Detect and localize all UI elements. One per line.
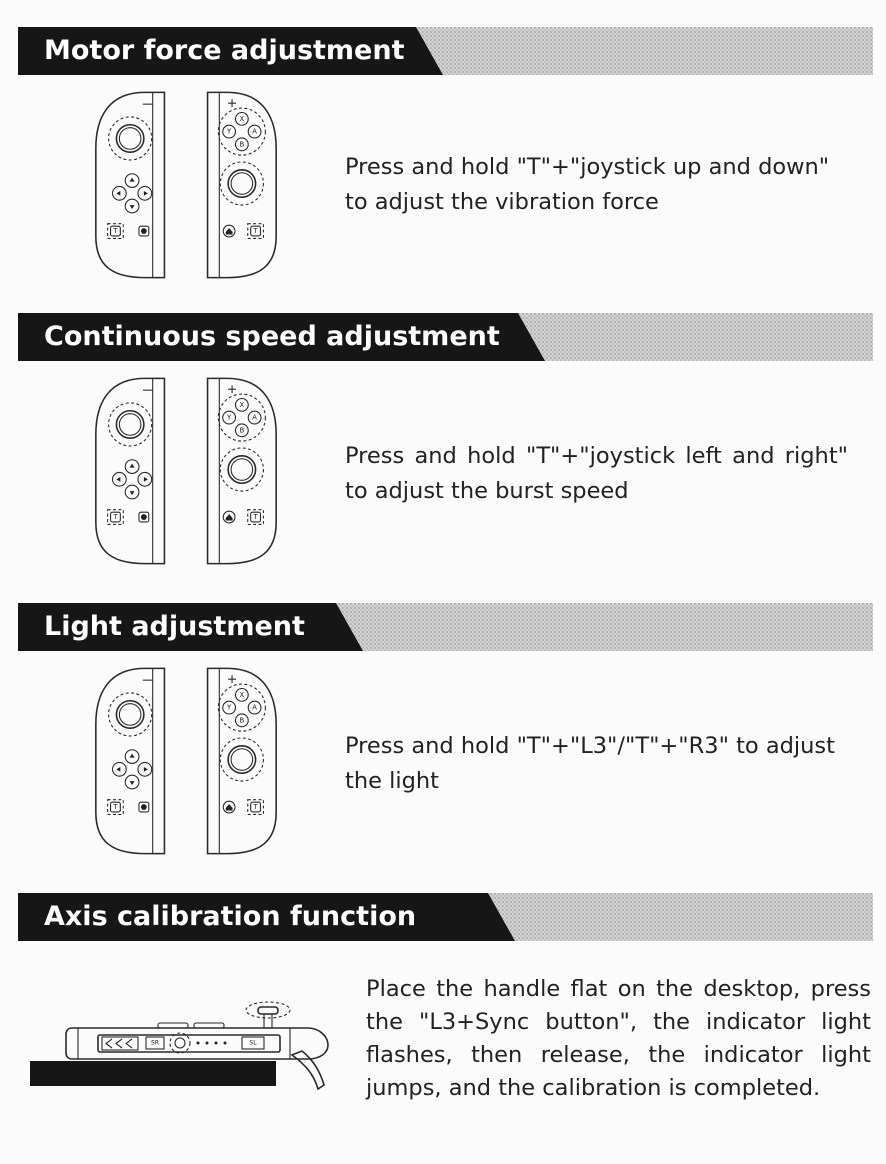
section-title: Light adjustment xyxy=(44,611,305,642)
svg-text:SL: SL xyxy=(249,1039,257,1047)
section-banner xyxy=(18,893,873,941)
section-banner xyxy=(18,313,873,361)
joycon-illustration xyxy=(88,375,284,567)
section-banner xyxy=(18,603,873,651)
section-title: Continuous speed adjustment xyxy=(44,321,500,352)
section-description: Press and hold "T"+"L3"/"T"+"R3" to adjust the light xyxy=(345,733,835,794)
section-description: Press and hold "T"+"joystick up and down" to adjust the vibration force xyxy=(345,154,830,215)
svg-text:SR: SR xyxy=(151,1039,159,1047)
joycon-illustration xyxy=(88,665,284,857)
section-banner xyxy=(18,27,873,75)
calibration-illustration xyxy=(28,993,340,1093)
joycon-illustration xyxy=(88,89,284,281)
section-title: Motor force adjustment xyxy=(44,35,405,66)
section-description: Press and hold "T"+"joystick left and right" to adjust the burst speed xyxy=(345,443,848,504)
section-title: Axis calibration function xyxy=(44,901,417,932)
section-description: Place the handle flat on the desktop, press the "L3+Sync button", the indicator light flashes, then release, the indicator light jumps, and the calibration is completed. xyxy=(366,976,871,1101)
desk-shape xyxy=(30,1061,276,1086)
